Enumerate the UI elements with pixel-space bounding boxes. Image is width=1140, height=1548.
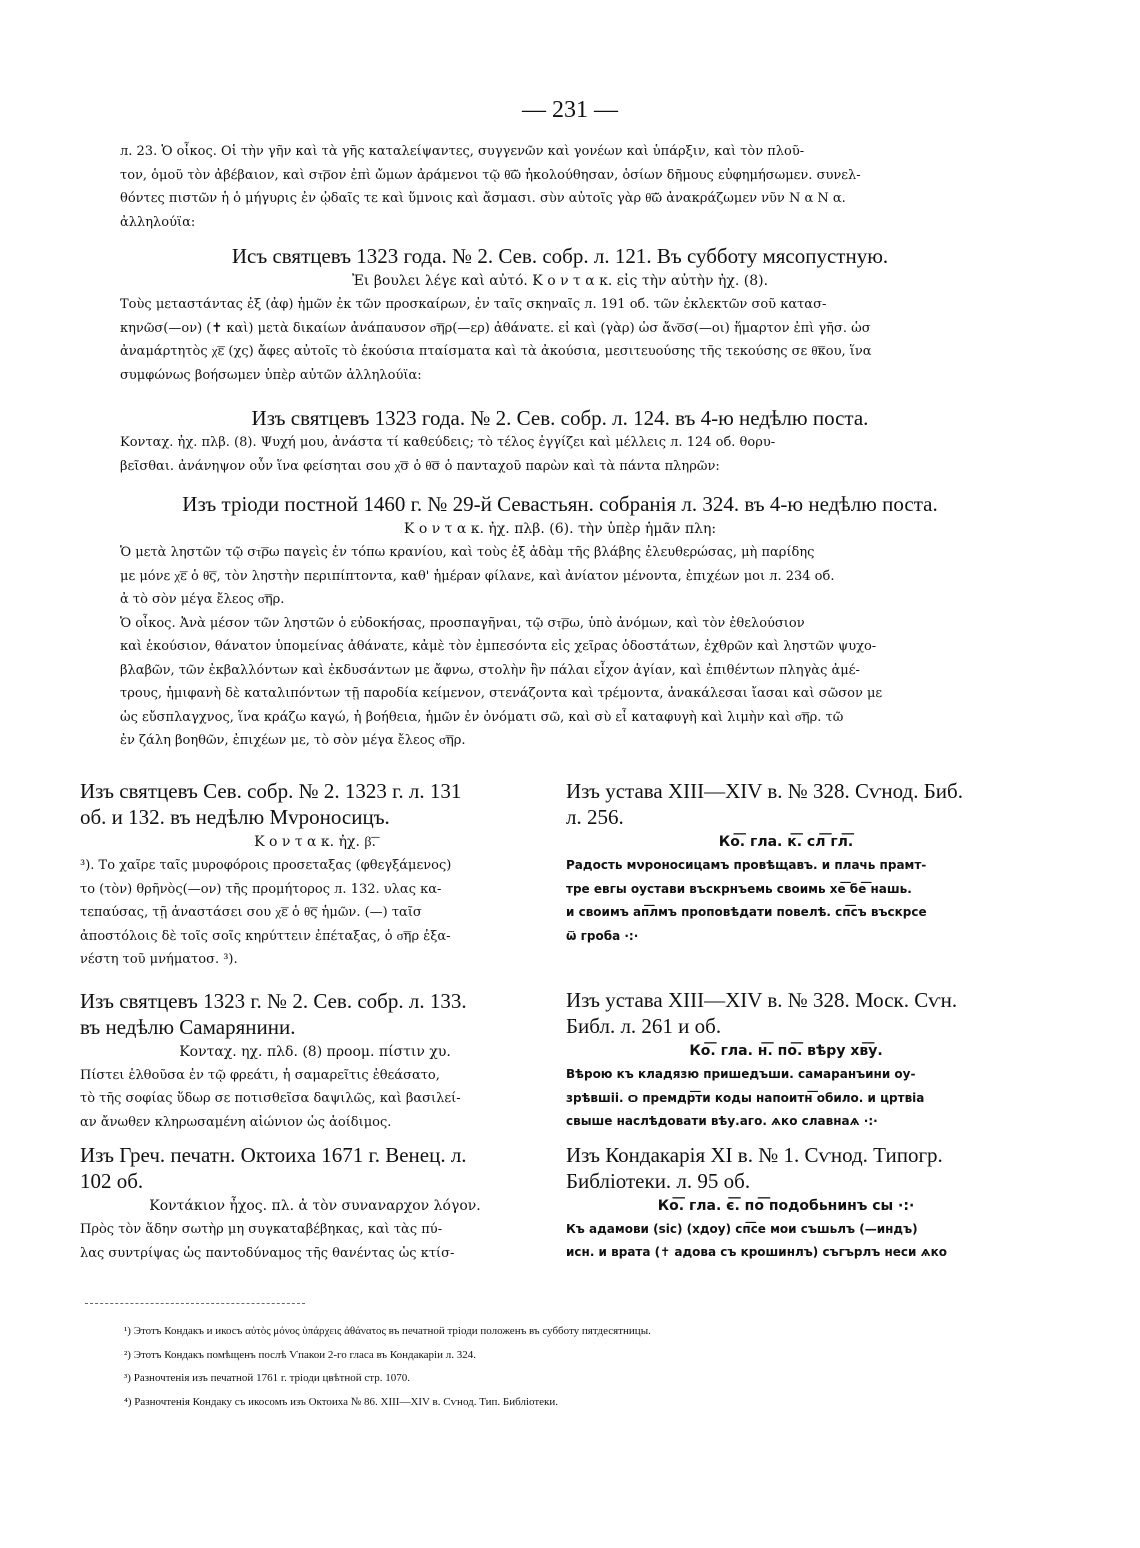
- text-line: ἀναμάρτητὸς χ͞ε (χς) ἄφες αὐτοῖς τὸ ἑκούσια πταίσματα καὶ τὰ ἀκούσια, μεσιτευούσης τῆς τεκούσης σε θ͞κου, ἵνα: [120, 344, 872, 359]
- block-heading: Библіотеки. л. 95 об.: [566, 1168, 751, 1193]
- oikos-line: ἐν ζάλη βοηθῶν, ἐπιχέων με, τὸ σὸν μέγα ἔλεος σ͞ηρ.: [120, 733, 466, 748]
- text-line: λας συντρίψας ὡς παντοδύναμος τῆς θανέντας ὡς κτίσ-: [80, 1245, 455, 1261]
- block-heading: л. 256.: [566, 805, 624, 829]
- block-subheading: Ко͞. гла. к͞. сл͞ гл͞.: [718, 834, 854, 850]
- block-heading: Изъ Кондакарія XI в. № 1. Сѵнод. Типогр.: [566, 1142, 943, 1167]
- section-2: [120, 406, 1000, 478]
- oikos-line: τρους, ἡμιφανὴ δὲ καταλιπόντων τῇ παροδία κείμενον, στενάζοντα καὶ τρέμοντα, ἀνακάλεσαι ἴασαι καὶ σῶσον με: [120, 686, 883, 701]
- page-number: — 231 —: [522, 97, 618, 123]
- text-line: αν ἄνωθεν κληρωσαμένη αἰώνιον ὡς ἀοίδιμος.: [80, 1114, 392, 1130]
- section-1: [120, 244, 1000, 387]
- oikos-line: Ὁ οἶκος. Ἀνὰ μέσον τῶν ληστῶν ὁ εὐδοκήσας, προσπαγῆναι, τῷ στ͞ρω, ὑπὸ ἀνόμων, καὶ τὸν ἐθελούσιον: [120, 615, 805, 631]
- text-line: ѿ гроба ·:·: [566, 928, 639, 943]
- text-line: ἀποστόλοις δὲ τοῖς σοῖς κηρύττειν ἐπέταξας, ὁ σ͞ηρ ἐξα-: [80, 928, 451, 944]
- text-line: Вѣрою къ кладязю пришедъши. самаранъини оу-: [566, 1067, 916, 1081]
- block-heading: Изъ устава XIII—XIV в. № 328. Сѵнод. Биб.: [566, 779, 963, 803]
- text-line: ἀλληλούϊα:: [120, 214, 196, 230]
- section-subheading: Κ ο ν τ α κ. ἠχ. πλβ. (6). τὴν ὑπὲρ ἡμᾶν πλη:: [403, 521, 717, 537]
- block-heading: Изъ святцевъ 1323 г. № 2. Сев. собр. л. 133.: [80, 988, 467, 1013]
- text-line: Πρὸς τὸν ἅδην σωτὴρ μη συγκαταβέβηκας, καὶ τὰς πύ-: [80, 1222, 443, 1237]
- section-heading: Изъ тріоди постной 1460 г. № 29-й Севастьян. собранія л. 324. въ 4-ю недѣлю поста.: [182, 492, 938, 516]
- footnote: ¹) Этотъ Кондакъ и икосъ αὐτὸς μόνος ὑπάρχεις ἀθάνατος въ печатной тріоди положенъ въ субботу пятдесятницы.: [124, 1325, 651, 1337]
- left-column: [80, 778, 550, 1265]
- right-block-2: [566, 987, 1006, 1134]
- section-3: [120, 492, 1000, 753]
- intro-block: [120, 140, 1000, 234]
- oikos-line: ὡς εὔσπλαγχνος, ἵνα κράζω καγώ, ἡ βοήθεια, ἡμῶν ἐν ὀνόματι σῶ, καὶ σὺ εἶ καταφυγὴ καὶ λιμὴν καὶ σ͞ηρ. τῶ: [120, 709, 844, 725]
- block-heading: въ недѣлю Самарянини.: [80, 1014, 296, 1039]
- text-line: Πίστει ἐλθοῦσα ἐν τῷ φρεάτι, ἡ σαμαρεῖτις ἐθεάσατο,: [80, 1067, 440, 1083]
- text-line: свыше наслѣдовати вѣу.аго. ѧко славнаѧ ·:·: [566, 1114, 878, 1128]
- footnote: ²) Этотъ Кондакъ помѣщенъ послѣ Ѵпакои 2-го гласа въ Кондакаріи л. 324.: [124, 1348, 476, 1361]
- text-line: Къ адамови (sic) (хдоу) сп͞се мои съшьлъ (—индъ): [566, 1221, 918, 1236]
- text-line: и своимъ ап͞лмъ проповѣдати повелѣ. сп͞съ въскрсе: [566, 905, 927, 919]
- block-heading: Изъ святцевъ Сев. собр. № 2. 1323 г. л. 131: [80, 779, 462, 803]
- block-heading: 102 об.: [80, 1169, 144, 1193]
- block-subheading: Κονταχ. ηχ. πλδ. (8) προομ. πίστιν χυ.: [179, 1043, 451, 1060]
- block-subheading: Κοντάκιον ἦχος. πλ. ἀ τὸν συναναρχον λόγον.: [149, 1198, 481, 1214]
- text-line: θόντες πιστῶν ἡ ὁ μήγυρις ἐν ᾠδαῖς τε καὶ ὕμνοις καὶ ἄσμασι. σὺν αὐτοῖς γὰρ θ͞ῶ ἀνακράζωμεν νῦν Ν α Ν α.: [120, 191, 846, 206]
- block-subheading: Ко͞. гла. є͞. по͞ подобьнинъ сы ·:·: [657, 1197, 915, 1214]
- footnote-divider: [85, 1303, 305, 1304]
- text-line: με μόνε χ͞ε ὁ θ͞ς, τὸν ληστὴν περιπίπτοντα, καθ' ἡμέραν φίλανε, καὶ ἀνίατον μένοντα, ἐπιχέων μοι л. 234 об.: [120, 568, 835, 584]
- text-line: τὸ τῆς σοφίας ὕδωρ σε ποτισθεῖσα δαψιλῶς, καὶ βασιλεί-: [80, 1091, 461, 1106]
- section-heading: Изъ святцевъ 1323 года. № 2. Сев. собр. л. 124. въ 4-ю недѣлю поста.: [251, 406, 869, 430]
- text-line: Κονταχ. ἠχ. πλβ. (8). Ψυχή μου, ἀνάστα τί καθεύδεις; τὸ τέλος ἐγγίζει καὶ μέλλεις л. 124 об. θορυ-: [120, 435, 776, 450]
- footnote: ³) Разночтенія изъ печатной 1761 г. тріоди цвѣтной стр. 1070.: [124, 1372, 410, 1384]
- block-subheading: Κ ο ν τ α κ. ἠχ. β͞.: [254, 834, 376, 850]
- block-heading: Изъ Греч. печатн. Октоиха 1671 г. Венец. л.: [80, 1143, 467, 1167]
- text-line: ἀ τὸ σὸν μέγα ἔλεος σ͞ηρ.: [120, 592, 285, 607]
- text-line: Τοὺς μεταστάντας ἐξ (ἀφ) ἡμῶν ἐκ τῶν προσκαίρων, ἐν ταῖς σκηναῖς л. 191 об. τῶν ἐκλεκτῶν σοῦ κατασ-: [120, 297, 827, 312]
- left-block-1: [80, 778, 550, 972]
- left-block-3: [80, 1142, 550, 1265]
- right-column: [566, 778, 1006, 1265]
- oikos-line: βλαβῶν, τῶν ἐκβαλλόντων καὶ ἐκδυσάντων με ἄφνω, στολὴν ἣν πάλαι εἶχον ἁγίαν, καὶ ἐπιθέντων πληγὰς ἀμέ-: [120, 662, 860, 678]
- oikos-line: καὶ ἑκούσιον, θάνατον ὑπομείνας ἀθάνατε, κἀμὲ τὸν ἐμπεσόντα εἰς χεῖρας ὁδοστάτων, ἐχθρῶν καὶ ληστῶν ψυχο-: [120, 639, 877, 654]
- section-subheading: Ἐι βουλει λέγε καὶ αὐτό. Κ ο ν τ α κ. εἰς τὴν αὐτὴν ἠχ. (8).: [351, 273, 769, 289]
- block-heading: Библ. л. 261 и об.: [566, 1014, 722, 1038]
- section-heading: Исъ святцевъ 1323 года. № 2. Сев. собр. л. 121. Въ субботу мясопустную.: [231, 244, 889, 268]
- block-subheading: Ко͞. гла. н͞. по͞. вѣру хв͞у.: [689, 1043, 883, 1059]
- text-line: Ὁ μετὰ ληστῶν τῷ στ͞ρω παγεὶς ἐν τόπω κρανίου, καὶ τοὺς ἐξ ἀδὰμ τῆς βλάβης ἐλευθερώσας, μὴ παρίδης: [120, 545, 815, 560]
- block-heading: Изъ устава XIII—XIV в. № 328. Моск. Сѵн.: [566, 988, 958, 1012]
- text-line: исн. и врата (✝ адова съ крошинлъ) съгърлъ неси ѧко: [566, 1245, 947, 1259]
- right-block-3: [566, 1142, 1006, 1265]
- left-block-2: [80, 988, 550, 1135]
- block-heading: об. и 132. въ недѣлю Мvроносицъ.: [80, 805, 390, 829]
- text-line: κηνῶσ(—ον) (✝ καὶ) μετὰ δικαίων ἀνάπαυσον σ͞ηρ(—ερ) ἀθάνατε. εἰ καὶ (γὰρ) ὡσ ἄν͞οσ(—οι) ἥμαρτον ἐπὶ γῆσ. ὡσ: [120, 320, 871, 336]
- text-line: ³). Το χαῖρε ταῖς μυροφόροις προσεταξας (φθεγξάμενος): [80, 858, 452, 873]
- text-line: зрѣвшіі. ѻ премдр͞ти коды напоитн͞ обило. и цртвіа: [566, 1090, 925, 1105]
- text-line: τον, ὁμοῦ τὸν ἀβέβαιον, καὶ στ͞ρον ἐπὶ ὤμων ἀράμενοι τῷ θ͞ῶ ἠκολούθησαν, ὁσίων δῆμους εὐφημήσωμεν. συνελ-: [120, 167, 861, 183]
- text-line: л. 23. Ὁ οἶκος. Οἱ τὴν γῆν καὶ τὰ γῆς καταλείψαντες, συγγενῶν καὶ γονέων καὶ ὑπάρξιν, καὶ τὸν πλοῦ-: [120, 144, 805, 159]
- text-line: τεπαύσας, τῇ ἀναστάσει σου χ͞ε ὁ θ͞ς ἡμῶν. (—) ταῖσ: [80, 905, 422, 920]
- footnotes: [124, 1320, 1004, 1414]
- footnote: ⁴) Разночтенія Кондаку съ икосомъ изъ Октоиха № 86. XIII—XIV в. Сѵнод. Тип. Библіотеки.: [124, 1395, 559, 1408]
- text-line: βεῖσθαι. ἀνάνηψον οὖν ἵνα φείσηται σου χ͞σ ὁ θ͞σ ὁ πανταχοῦ παρὼν καὶ τὰ πάντα πληρῶν:: [120, 458, 720, 474]
- text-line: Радость мνроносицамъ провѣщавъ. и плачь прамт-: [566, 858, 927, 872]
- text-line: συμφώνως βοήσωμεν ὑπὲρ αὐτῶν ἀλληλούϊα:: [120, 367, 422, 383]
- right-block-1: [566, 778, 1006, 948]
- text-line: νέστη τοῦ μνήματοσ. ³).: [80, 952, 238, 967]
- text-line: тре евгы оустави въскрнъемь своимь хе͞ бе͞ нашь.: [566, 881, 912, 896]
- text-line: το (τὸν) θρῆνὸς(—ον) τῆς προμήτορος л. 132. υλας κα-: [80, 881, 442, 897]
